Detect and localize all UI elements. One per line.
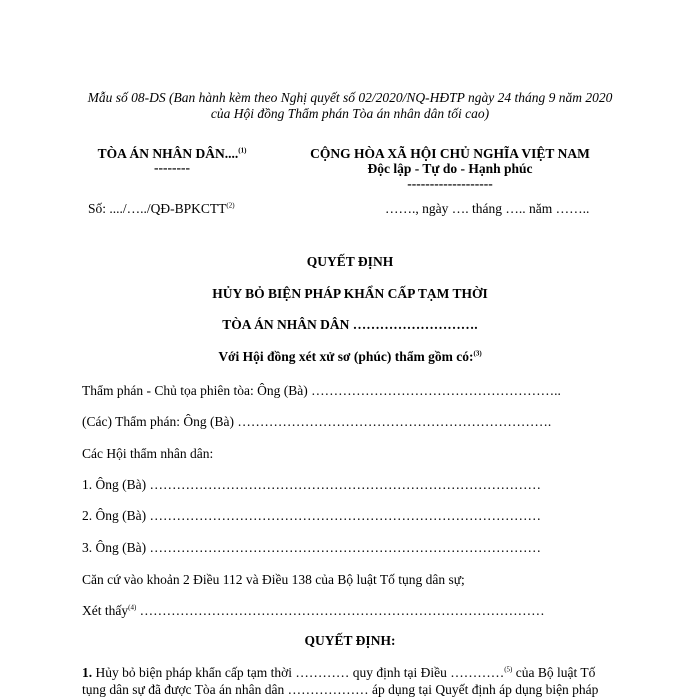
date-line: ……., ngày …. tháng ….. năm …….. xyxy=(385,201,590,216)
decision-item-1-line2: tụng dân sự đã được Tòa án nhân dân ……………… áp dụng tại Quyết định áp dụng biện pháp xyxy=(82,682,599,697)
court-line: TÒA ÁN NHÂN DÂN ………………………. xyxy=(222,317,478,332)
body-considering: Xét thấy$^{(4)}$ ……………………………………………………………………………… xyxy=(82,603,545,618)
form-note-line2: của Hội đồng Thẩm phán Tòa án nhân dân tối cao) xyxy=(210,106,490,121)
court-name: TÒA ÁN NHÂN DÂN....$^{(1)}$ xyxy=(97,146,247,161)
body-assessor-1: 1. Ông (Bà) …………………………………………………………………………… xyxy=(82,477,541,492)
decision-item-1-line1: 1. Hủy bỏ biện pháp khẩn cấp tạm thời ………… quy định tại Điều …………$^{(5)}$ của Bộ luật Tố xyxy=(82,665,596,680)
body-judges: (Các) Thẩm phán: Ông (Bà) ……………………………………………………………. xyxy=(82,414,552,429)
body-assessor-3: 3. Ông (Bà) …………………………………………………………………………… xyxy=(82,540,541,555)
subtitle: HỦY BỎ BIỆN PHÁP KHẨN CẤP TẠM THỜI xyxy=(212,286,488,301)
title: QUYẾT ĐỊNH xyxy=(306,254,394,269)
decision-heading: QUYẾT ĐỊNH: xyxy=(304,633,396,648)
form-note-line1: Mẫu số 08-DS (Ban hành kèm theo Nghị quyết số 02/2020/NQ-HĐTP ngày 24 tháng 9 năm 2020 xyxy=(87,90,613,105)
panel-heading: Với Hội đồng xét xử sơ (phúc) thẩm gồm có:$^{(3)}$ xyxy=(218,349,482,364)
court-underline: -------- xyxy=(154,160,190,175)
motto: Độc lập - Tự do - Hạnh phúc xyxy=(367,161,533,176)
body-legal-basis: Căn cứ vào khoản 2 Điều 112 và Điều 138 của Bộ luật Tố tụng dân sự; xyxy=(82,572,465,587)
motto-underline: ------------------- xyxy=(407,176,493,191)
body-assessors-label: Các Hội thẩm nhân dân: xyxy=(82,446,214,461)
decision-number: Số: ..../…../QĐ-BPKCTT$^{(2)}$ xyxy=(88,201,235,216)
body-judge-presiding: Thẩm phán - Chủ tọa phiên tòa: Ông (Bà) ……………………………………………….. xyxy=(82,383,561,398)
country-name: CỘNG HÒA XÃ HỘI CHỦ NGHĨA VIỆT NAM xyxy=(310,146,590,161)
body-assessor-2: 2. Ông (Bà) …………………………………………………………………………… xyxy=(82,508,541,523)
